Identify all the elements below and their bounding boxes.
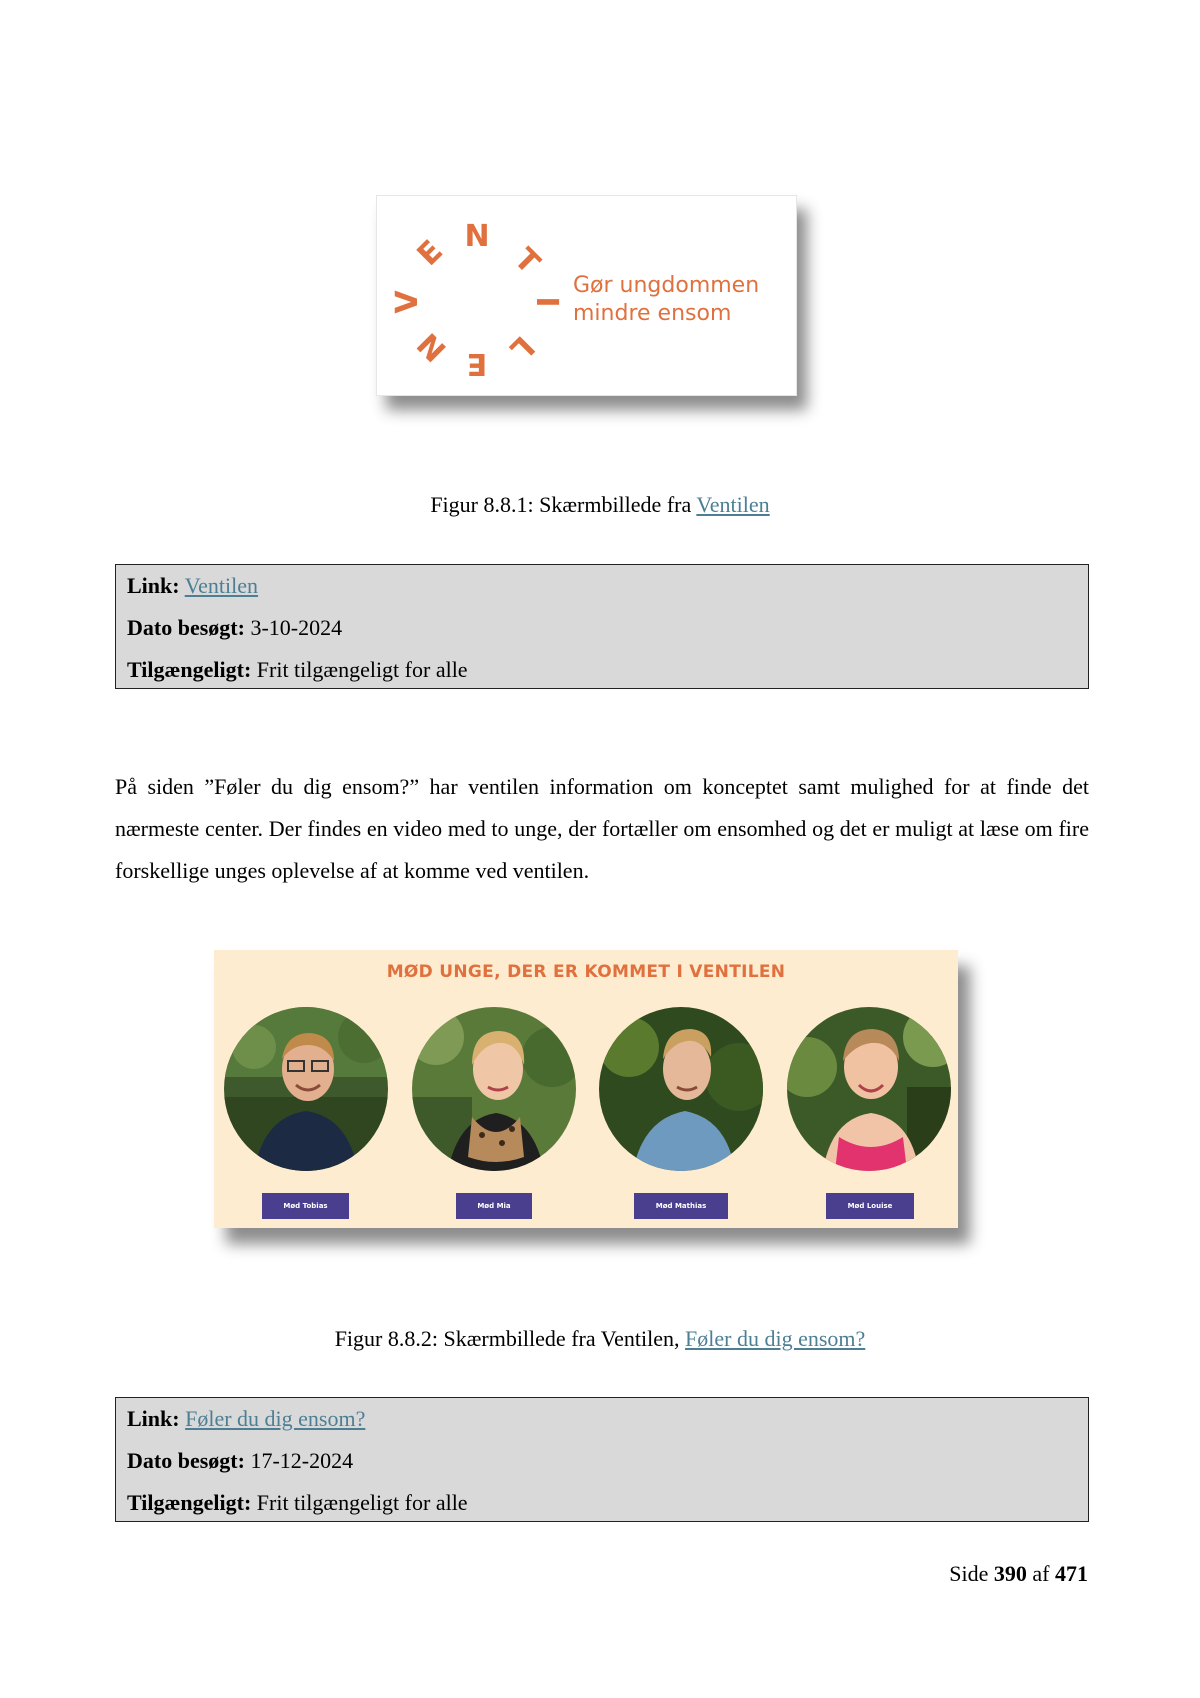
meet-tobias-button[interactable]: Mød Tobias xyxy=(262,1193,349,1219)
caption-2-link[interactable]: Føler du dig ensom? xyxy=(685,1326,866,1351)
figure-caption-2 xyxy=(0,1326,1200,1352)
page-middle: af xyxy=(1026,1561,1055,1586)
source-link-2[interactable]: Føler du dig ensom? xyxy=(185,1406,366,1431)
link-label-2: Link: xyxy=(127,1406,180,1431)
portrait-louise xyxy=(787,1007,951,1171)
link-label: Link: xyxy=(127,573,180,598)
info-date-row xyxy=(127,607,1088,649)
date-value: 3-10-2024 xyxy=(250,615,343,640)
access-value-2: Frit tilgængeligt for alle xyxy=(256,1490,468,1515)
info-link-row xyxy=(127,565,1088,607)
page-prefix: Side xyxy=(949,1561,994,1586)
body-paragraph: På siden ”Føler du dig ensom?” har ventilen information om konceptet samt mulighed for at finde det nærmeste center. Der findes en video med to unge, der fortæller om ensomhed og det er muligt at læse om fire forskellige unges oplevelse af at komme ved ventilen. xyxy=(115,774,1089,883)
info-date-row-2 xyxy=(127,1440,1088,1482)
source-info-box-1 xyxy=(115,564,1089,689)
logo-letter-e: E xyxy=(410,233,450,273)
logo-letter-e2: E xyxy=(466,346,488,381)
youth-section-title: MØD UNGE, DER ER KOMMET I VENTILEN xyxy=(386,962,786,982)
info-access-row xyxy=(127,649,1088,691)
ventilen-logo-image xyxy=(376,195,797,396)
meet-mathias-button[interactable]: Mød Mathias xyxy=(634,1193,728,1219)
source-link[interactable]: Ventilen xyxy=(184,573,259,598)
logo-letter-t: T xyxy=(507,241,547,281)
logo-letter-l: L xyxy=(502,328,541,367)
portrait-mathias xyxy=(599,1007,763,1171)
tagline-line-1: Gør ungdommen xyxy=(573,273,760,298)
page-number xyxy=(949,1561,1088,1587)
caption-1-text: Figur 8.8.1: Skærmbillede fra xyxy=(430,492,697,517)
meet-mia-button[interactable]: Mød Mia xyxy=(456,1193,532,1219)
figure-caption-1 xyxy=(0,492,1200,518)
access-label-2: Tilgængeligt: xyxy=(127,1490,252,1515)
info-access-row-2 xyxy=(127,1482,1088,1524)
current-page: 390 xyxy=(993,1561,1027,1586)
logo-letter-i: I xyxy=(529,296,564,308)
caption-1-link[interactable]: Ventilen xyxy=(696,492,770,517)
info-link-row-2 xyxy=(127,1398,1088,1440)
logo-tagline xyxy=(573,272,759,328)
youth-screenshot xyxy=(214,950,958,1228)
tagline-line-2: mindre ensom xyxy=(573,301,732,326)
portrait-mia xyxy=(412,1007,576,1171)
date-value-2: 17-12-2024 xyxy=(250,1448,354,1473)
logo-letter-n2: N xyxy=(411,325,454,368)
date-label-2: Dato besøgt: xyxy=(127,1448,245,1473)
source-info-box-2 xyxy=(115,1397,1089,1522)
meet-louise-button[interactable]: Mød Louise xyxy=(826,1193,914,1219)
access-label: Tilgængeligt: xyxy=(127,657,252,682)
portrait-tobias xyxy=(224,1007,388,1171)
caption-2-text: Figur 8.8.2: Skærmbillede fra Ventilen, xyxy=(334,1326,686,1351)
logo-letter-n: N xyxy=(464,219,490,254)
access-value: Frit tilgængeligt for alle xyxy=(256,657,468,682)
total-pages: 471 xyxy=(1055,1561,1088,1586)
date-label: Dato besøgt: xyxy=(127,615,245,640)
logo-letter-v: V xyxy=(390,290,425,314)
